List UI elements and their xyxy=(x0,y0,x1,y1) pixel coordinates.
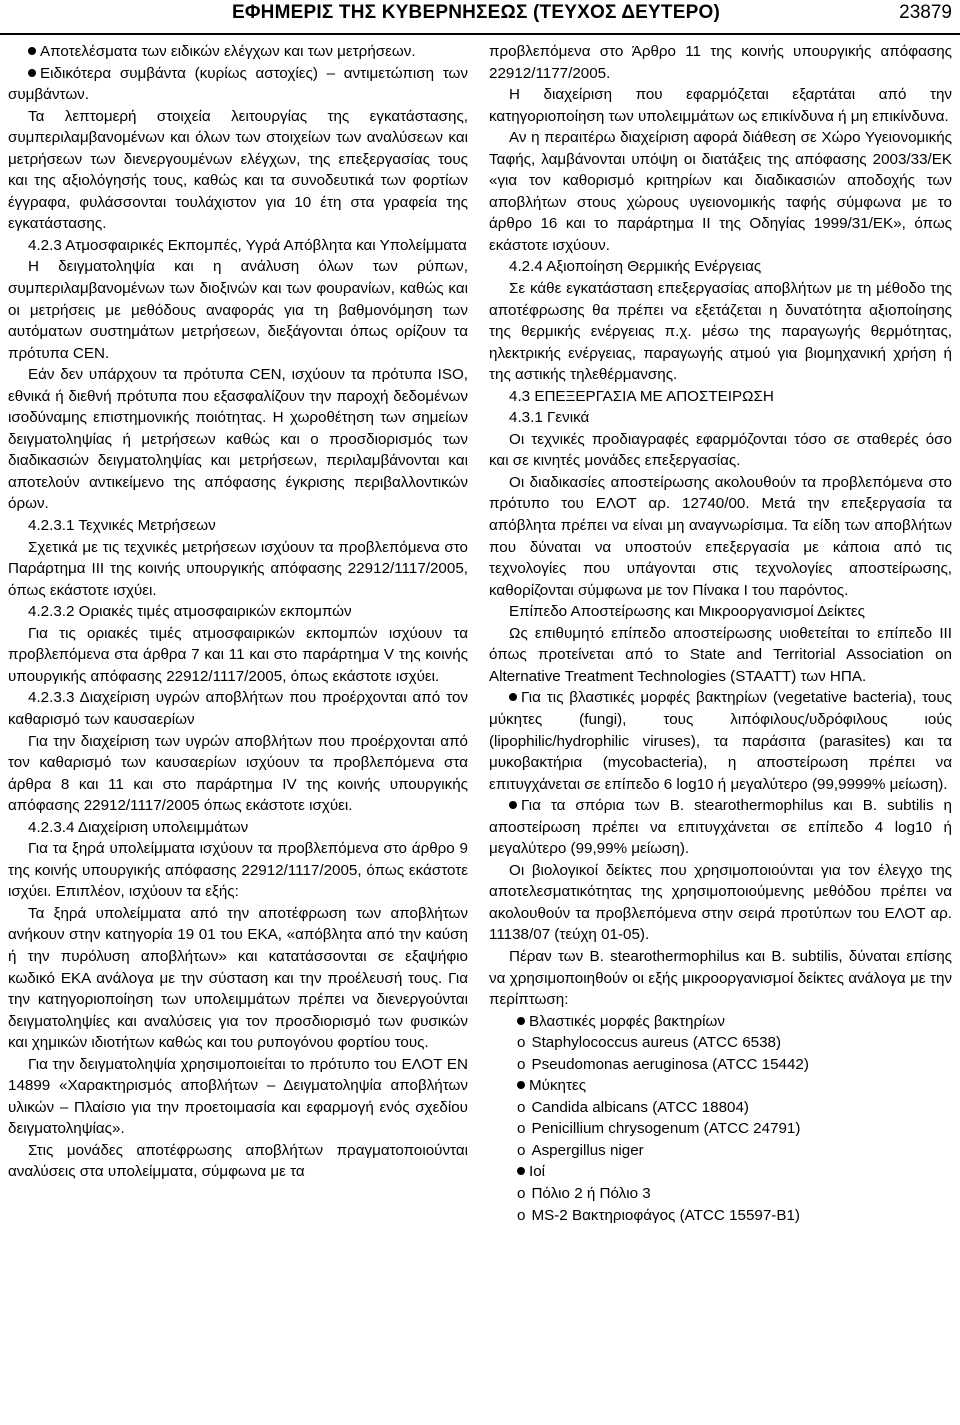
paragraph: Τα λεπτομερή στοιχεία λειτουργίας της εγκατάστασης, συμπεριλαμβανομένων και όλων των στοιχείων των αναλύσεων και μετρήσεων των διενεργουμένων ελέγχων, της επεξεργασίας τους και της αξιολόγησής τους, καθώς και τα συνοδευτικά των φορτίων έγγραφα, φυλάσσονται τουλάχιστον για 10 έτη στα γραφεία της εγκατάστασης. xyxy=(8,107,468,233)
paragraph: Σε κάθε εγκατάσταση επεξεργασίας αποβλήτων με τη μέθοδο της αποτέφρωσης θα πρέπει να εξετάζεται η δυνατότητα αξιοποίησης της θερμικής ενέργειας π.χ. μέσω της παραγωγής θερμότητας, ηλεκτρικής ενέργειας, παραγωγής ατμού για βιομηχανική χρήση ή της αστικής τηλεθέρμανσης. xyxy=(489,280,952,384)
paragraph: Για τις οριακές τιμές ατμοσφαιρικών εκπομπών ισχύουν τα προβλεπόμενα στα άρθρα 7 και 11 και στο παράρτημα V της κοινής υπουργικής απόφασης 22912/1117/2005, όπως εκάστοτε ισχύει. xyxy=(8,624,468,685)
header-divider xyxy=(0,33,960,35)
paragraph: Σχετικά με τις τεχνικές μετρήσεων ισχύουν τα προβλεπόμενα στο Παράρτημα ΙΙΙ της κοινής υπουργικής απόφασης 22912/1117/2005, όπως εκάστοτε ισχύει. xyxy=(8,538,468,599)
bullet-icon xyxy=(28,69,36,77)
paragraph: Η διαχείριση που εφαρμόζεται εξαρτάται από την κατηγοριοποίηση των υπολειμμάτων ως επικίνδυνα ή μη επικίνδυνα. xyxy=(489,86,952,125)
list-marker: o xyxy=(517,1098,526,1116)
paragraph: Για την δειγματοληψία χρησιμοποιείται το πρότυπο του ΕΛΟΤ ΕΝ 14899 «Χαρακτηρισμός αποβλήτων – Δειγματοληψία αποβλήτων υλικών – Πλαίσιο για την προετοιμασία και εφαρμογή ενός σχεδίου δειγματοληψίας». xyxy=(8,1055,468,1138)
paragraph: Τα ξηρά υπολείμματα από την αποτέφρωση των αποβλήτων ανήκουν στην κατηγορία 19 01 του ΕΚΑ, «απόβλητα από την καύση ή την πυρόλυση αποβλήτων» και κατατάσσονται σε εξαψήφιο κωδικό ΕΚΑ ανάλογα με την σύσταση και την προέλευσή τους. Για την κατηγοριοποίηση των υπολειμμάτων πρέπει να διενεργούνται δειγματοληψίες και αναλύσεις για τον προσδιορισμό των φυσικών και χημικών ιδιοτήτων καθώς και του ρυπογόνου φορτίου τους. xyxy=(8,904,468,1052)
list-marker: o xyxy=(517,1120,526,1138)
section-heading: 4.2.3.1 Τεχνικές Μετρήσεων xyxy=(28,517,216,535)
paragraph: Για την διαχείριση των υγρών αποβλήτων που προέρχονται από τον καθαρισμό των καυσαερίων ισχύουν τα προβλεπόμενα στα άρθρα 8 και 11 και στο παράρτημα IV της κοινής υπουργικής απόφασης 22912/1117/2005 όπως εκάστοτε ισχύει. xyxy=(8,732,468,815)
paragraph: Η δειγματοληψία και η ανάλυση όλων των ρύπων, συμπεριλαμβανομένων των διοξινών και των φουρανίων, καθώς και οι μετρήσεις με μεθόδους αναφοράς για τη βαθμονόμηση των αυτόματων συστημάτων μετρήσεων, διεξάγονται όπως ορίζουν τα πρότυπα CEN. xyxy=(8,258,468,362)
bullet-icon xyxy=(28,47,36,55)
list-item-text: Βλαστικές μορφές βακτηρίων xyxy=(529,1012,725,1030)
list-item-text: Ιοί xyxy=(529,1163,546,1181)
paragraph: Αν η περαιτέρω διαχείριση αφορά διάθεση σε Χώρο Υγειονομικής Ταφής, λαμβάνονται υπόψη οι διατάξεις της απόφασης 2003/33/ΕΚ «για τον καθορισμό κριτηρίων και διαδικασιών αποδοχής των αποβλήτων στους χώρους υγειονομικής ταφής σύμφωνα με το άρθρο 16 και το παράρτημα ΙΙ της Οδηγίας 1999/31/ΕΚ», όπως εκάστοτε ισχύουν. xyxy=(489,129,952,254)
list-item xyxy=(489,1118,952,1140)
right-column xyxy=(489,41,952,1226)
list-item-text: Candida albicans (ATCC 18804) xyxy=(531,1098,749,1116)
bullet-paragraph: Αποτελέσματα των ειδικών ελέγχων και των μετρήσεων. xyxy=(8,41,468,63)
section-heading: 4.3.1 Γενικά xyxy=(509,409,590,427)
list-item-text: Aspergillus niger xyxy=(531,1141,644,1159)
paragraph: Οι βιολογικοί δείκτες που χρησιμοποιούνται για τον έλεγχο της αποτελεσματικότητας της χρησιμοποιούμενης μεθόδου πρέπει να ακολουθούν τα προβλεπόμενα στην σειρά προτύπων του ΕΛΟΤ αρ. 11138/07 (τεύχη 01-05). xyxy=(489,861,952,944)
bullet-icon xyxy=(517,1167,525,1175)
bullet-paragraph: Ειδικότερα συμβάντα (κυρίως αστοχίες) – αντιμετώπιση των συμβάντων. xyxy=(8,64,468,104)
bullet-icon xyxy=(509,693,517,701)
list-marker: o xyxy=(517,1141,526,1159)
gazette-title: ΕΦΗΜΕΡΙΣ ΤΗΣ ΚΥΒΕΡΝΗΣΕΩΣ (ΤΕΥΧΟΣ ΔΕΥΤΕΡΟ) xyxy=(232,2,720,23)
bullet-icon xyxy=(509,801,517,809)
section-heading: 4.3 ΕΠΕΞΕΡΓΑΣΙΑ ΜΕ ΑΠΟΣΤΕΙΡΩΣΗ xyxy=(509,387,774,405)
section-heading: 4.2.3.4 Διαχείριση υπολειμμάτων xyxy=(28,818,249,836)
left-column xyxy=(8,41,468,1183)
section-heading: Επίπεδο Αποστείρωσης και Μικροοργανισμοί Δείκτες xyxy=(509,603,865,621)
list-item-text: Penicillium chrysogenum (ATCC 24791) xyxy=(531,1120,801,1138)
list-item-text: Μύκητες xyxy=(529,1077,587,1095)
list-marker: o xyxy=(517,1206,526,1224)
list-item xyxy=(489,1097,952,1119)
list-item xyxy=(489,1183,952,1205)
list-item xyxy=(489,1205,952,1227)
section-heading: 4.2.3.3 Διαχείριση υγρών αποβλήτων που προέρχονται από τον καθαρισμό των καυσαερίων xyxy=(8,689,468,728)
paragraph: Πέραν των B. stearothermophilus και B. subtilis, δύναται επίσης να χρησιμοποιηθούν οι εξής μικροοργανισμοί δείκτες ανάλογα με την περίπτωση: xyxy=(489,947,952,1009)
list-item xyxy=(489,1032,952,1054)
list-marker: o xyxy=(517,1055,526,1073)
bullet-icon xyxy=(517,1081,525,1089)
list-item-text: Πόλιο 2 ή Πόλιο 3 xyxy=(531,1184,651,1202)
list-item-text: Staphylococcus aureus (ATCC 6538) xyxy=(531,1034,782,1052)
list-item xyxy=(489,1140,952,1162)
bullet-paragraph: Για τις βλαστικές μορφές βακτηρίων (vegetative bacteria), τους μύκητες (fungi), τους λιπόφιλους/υδρόφιλους ιούς (lipophilic/hydrophilic viruses), τα παράσιτα (parasites) και τα μυκοβακτήρια (mycobacteria), η αποστείρωση πρέπει να επιτυγχάνεται σε επίπεδο 6 log10 ή μεγαλύτερο (99,9999% μείωση). xyxy=(489,689,952,793)
list-item-text: Pseudomonas aeruginosa (ATCC 15442) xyxy=(531,1055,809,1073)
paragraph: Εάν δεν υπάρχουν τα πρότυπα CEN, ισχύουν τα πρότυπα ISO, εθνικά ή διεθνή πρότυπα που εξασφαλίζουν την παροχή δεδομένων ισοδύναμης επιστημονικής ποιότητας. Η χωροθέτηση των σημείων δειγματοληψίας ή μετρήσεων καθώς και ο προσδιορισμός των διαδικασιών δειγματοληψίας και μετρήσεων, περιλαμβάνονται και αποτελούν αντικείμενο της απόφασης έγκρισης περιβαλλοντικών όρων. xyxy=(8,366,468,513)
list-item xyxy=(489,1075,952,1097)
page-number: 23879 xyxy=(899,2,952,23)
list-item-text: MS-2 Βακτηριοφάγος (ATCC 15597-B1) xyxy=(531,1206,800,1224)
paragraph: Οι διαδικασίες αποστείρωσης ακολουθούν τα προβλεπόμενα στο πρότυπο του ΕΛΟΤ αρ. 12740/00. Μετά την επεξεργασία τα απόβλητα πρέπει να είναι μη αναγνωρίσιμα. Τα είδη των αποβλήτων που δύναται να υποστούν επεξεργασία με κάποια από τις τεχνολογίες που υπάγονται στις τεχνολογίες αποστείρωσης, καθορίζονται σύμφωνα με τον Πίνακα Ι του παρόντος. xyxy=(489,473,952,599)
paragraph: Για τα ξηρά υπολείμματα ισχύουν τα προβλεπόμενα στο άρθρο 9 της κοινής υπουργικής απόφασης 22912/1117/2005, όπως εκάστοτε ισχύει. Επιπλέον, ισχύουν τα εξής: xyxy=(8,840,468,901)
list-marker: o xyxy=(517,1184,526,1202)
paragraph: προβλεπόμενα στο Άρθρο 11 της κοινής υπουργικής απόφασης 22912/1177/2005. xyxy=(489,43,952,82)
section-heading: 4.2.4 Αξιοποίηση Θερμικής Ενέργειας xyxy=(509,258,762,276)
bullet-paragraph: Για τα σπόρια των B. stearothermophilus και B. subtilis η αποστείρωση πρέπει να επιτυγχάνεται σε επίπεδο 4 log10 ή μεγαλύτερο (99,99% μείωση). xyxy=(489,797,952,858)
list-item xyxy=(489,1011,952,1033)
indicator-list xyxy=(489,1011,952,1226)
page-header xyxy=(0,0,960,36)
section-heading: 4.2.3 Ατμοσφαιρικές Εκπομπές, Υγρά Απόβλητα και Υπολείμματα xyxy=(28,236,467,254)
paragraph: Ως επιθυμητό επίπεδο αποστείρωσης υιοθετείται το επίπεδο ΙΙΙ όπως προτείνεται από το State and Territorial Association on Alternative Treatment Technologies (STAATT) των ΗΠΑ. xyxy=(489,624,952,685)
bullet-icon xyxy=(517,1017,525,1025)
list-item xyxy=(489,1161,952,1183)
list-item xyxy=(489,1054,952,1076)
list-marker: o xyxy=(517,1034,526,1052)
paragraph: Οι τεχνικές προδιαγραφές εφαρμόζονται τόσο σε σταθερές όσο και σε κινητές μονάδες επεξεργασίας. xyxy=(489,430,952,470)
paragraph: Στις μονάδες αποτέφρωσης αποβλήτων πραγματοποιούνται αναλύσεις στα υπολείμματα, σύμφωνα με τα xyxy=(8,1141,468,1181)
section-heading: 4.2.3.2 Οριακές τιμές ατμοσφαιρικών εκπομπών xyxy=(28,603,352,621)
